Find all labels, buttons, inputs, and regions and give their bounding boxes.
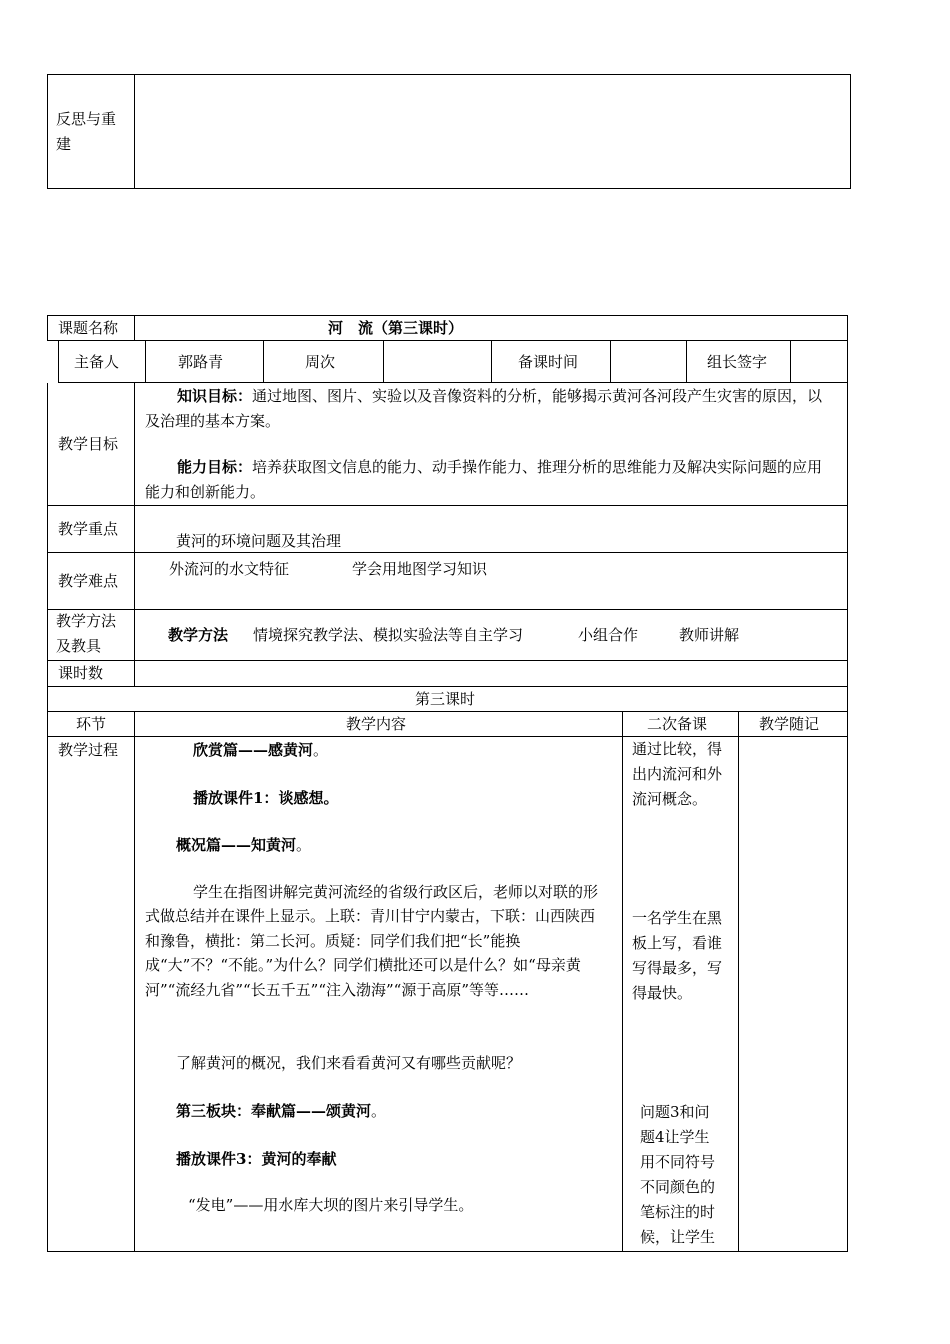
col-stage: 环节 (76, 715, 107, 733)
difficulty-label: 教学难点 (58, 572, 119, 590)
content-line-2: 播放课件1：谈感想。 (193, 789, 339, 807)
goals-label: 教学目标 (58, 435, 119, 453)
method-value-1: 情境探究教学法、模拟实验法等自主学习 (253, 626, 524, 644)
key-value: 黄河的环境问题及其治理 (176, 532, 342, 550)
goal-knowledge: 知识目标：通过地图、图片、实验以及音像资料的分析，能够揭示黄河各河段产生灾害的原因，以及治理的基本方案。 (145, 387, 823, 430)
leader-label: 组长签字 (707, 353, 768, 371)
content-line-5: 了解黄河的概况，我们来看看黄河又有哪些贡献呢？ (176, 1054, 522, 1072)
content-paragraph: 学生在指图讲解完黄河流经的省级行政区后，老师以对联的形式做总结并在课件上显示。上联：青川甘宁内蒙古，下联：山西陕西和豫鲁，横批：第二长河。质疑：同学们我们把“长”能换成“大”不？“不能。”为什么？同学们横批还可以是什么？如“母亲黄河”“流经九省”“长五千五”“注入渤海”“源于高原”等等…… (145, 883, 599, 999)
method-label: 教学方法及教具 (56, 612, 117, 655)
difficulty-value-2: 学会用地图学习知识 (352, 560, 488, 578)
content-line-7: 播放课件3：黄河的奉献 (176, 1150, 337, 1168)
prep-time-label: 备课时间 (518, 353, 579, 371)
reflection-table (47, 74, 851, 189)
content-line-6: 第三板块：奉献篇——颂黄河。 (176, 1102, 387, 1120)
content-line-1: 欣赏篇——感黄河。 (193, 741, 329, 759)
second-note-1: 通过比较，得出内流河和外流河概念。 (632, 740, 723, 808)
host-label: 主备人 (74, 353, 120, 371)
method-value-2: 小组合作 (578, 626, 639, 644)
process-label: 教学过程 (58, 741, 119, 759)
content-line-8: “发电”——用水库大坝的图片来引导学生。 (188, 1196, 474, 1214)
key-label: 教学重点 (58, 520, 119, 538)
session-title: 第三课时 (415, 690, 476, 708)
topic-label: 课题名称 (58, 319, 119, 337)
reflection-divider (134, 74, 135, 189)
topic-value: 河 流（第三课时） (328, 319, 464, 337)
reflection-label: 反思与重建 (56, 110, 117, 153)
hours-label: 课时数 (58, 664, 104, 682)
week-label: 周次 (305, 353, 336, 371)
col-second: 二次备课 (647, 715, 708, 733)
method-value-3: 教师讲解 (679, 626, 740, 644)
goal-ability: 能力目标：培养获取图文信息的能力、动手操作能力、推理分析的思维能力及解决实际问题的应用能力和创新能力。 (145, 458, 823, 501)
method-head: 教学方法 (168, 626, 229, 644)
second-note-3: 问题3和问题4让学生用不同符号不同颜色的笔标注的时候，让学生 (640, 1103, 716, 1246)
difficulty-value-1: 外流河的水文特征 (169, 560, 290, 578)
col-content: 教学内容 (346, 715, 407, 733)
col-notes: 教学随记 (759, 715, 820, 733)
host-value: 郭路青 (178, 353, 224, 371)
content-line-3: 概况篇——知黄河。 (176, 836, 312, 854)
second-note-2: 一名学生在黑板上写，看谁写得最多，写得最快。 (632, 909, 723, 1002)
